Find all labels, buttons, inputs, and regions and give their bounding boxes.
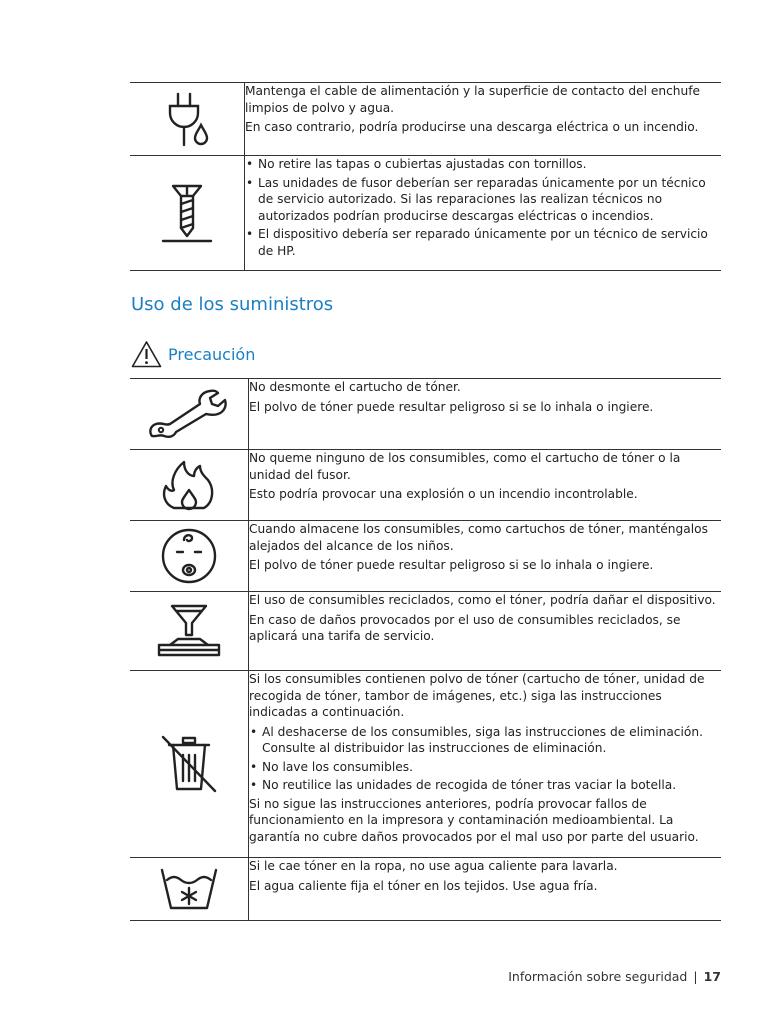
plug-water-drop-icon [165,91,209,147]
table-row [130,858,721,921]
fire-icon [160,458,218,512]
page-footer [508,969,721,984]
screw-icon [161,182,213,244]
text-cell [249,592,722,671]
paragraph: El polvo de tóner puede resultar peligroso si se lo inhala o ingiere. [249,558,654,572]
text-cell [245,156,722,271]
paragraph: Si los consumibles contienen polvo de tóner (cartucho de tóner, unidad de recogida de tóner, tambor de imágenes, etc.) siga las instrucciones indicadas a continuación. [249,672,705,719]
paragraph: En caso contrario, podría producirse una descarga eléctrica o un incendio. [245,120,699,134]
footer-section-label: Información sobre seguridad [508,969,688,984]
caution-label: Precaución [168,344,256,364]
icon-cell [130,521,249,592]
warning-triangle-icon [131,340,162,368]
caution-heading [131,340,255,368]
list-item: • No reutilice las unidades de recogida de tóner tras vaciar la botella. [249,777,721,794]
baby-face-icon [159,528,219,584]
footer-separator: | [693,969,698,984]
paragraph: Esto podría provocar una explosión o un incendio incontrolable. [249,487,638,501]
crossed-out-bin-icon [159,733,219,795]
table-row [130,156,721,271]
text-cell [249,450,722,521]
cold-wash-icon [159,866,219,912]
list-item: • No lave los consumibles. [249,759,721,776]
paragraph: Si no sigue las instrucciones anteriores, podría provocar fallos de funcionamiento en la impresora y contaminación medioambiental. La garantía no cubre daños provocados por el mal uso por parte del usuario. [249,796,699,844]
text-cell [249,521,722,592]
paragraph: El polvo de tóner puede resultar peligroso si se lo inhala o ingiere. [249,399,654,414]
icon-cell [130,83,245,156]
table-row [130,83,721,156]
list-item: • No retire las tapas o cubiertas ajustadas con tornillos. [245,156,721,173]
icon-cell [130,156,245,271]
paragraph: El agua caliente fija el tóner en los tejidos. Use agua fría. [249,878,598,893]
list-item: • Las unidades de fusor deberían ser reparadas únicamente por un técnico de servicio autorizado. Si las reparaciones las realizan técnicos no autorizados podrían producirse descargas eléctricas o incendios. [245,175,721,225]
bullet-list [249,724,721,794]
bullet-list [245,156,721,259]
paragraph: Cuando almacene los consumibles, como cartuchos de tóner, manténgalos alejados del alcance de los niños. [249,522,708,553]
icon-cell [130,379,249,450]
text-cell [245,83,722,156]
paragraph: No queme ninguno de los consumibles, como el cartucho de tóner o la unidad del fusor. [249,451,681,482]
paragraph: Si le cae tóner en la ropa, no use agua caliente para lavarla. [249,859,618,873]
icon-cell [130,592,249,671]
text-cell [249,671,722,858]
icon-cell [130,671,249,858]
table-row [130,671,721,858]
table-row [130,450,721,521]
paragraph: No desmonte el cartucho de tóner. [249,380,461,394]
list-item: • El dispositivo debería ser reparado únicamente por un técnico de servicio de HP. [245,226,721,259]
section-title: Uso de los suministros [131,294,334,315]
table-row [130,592,721,671]
text-cell [249,858,722,921]
safety-table-supplies [130,378,721,921]
icon-cell [130,450,249,521]
paragraph: En caso de daños provocados por el uso de consumibles reciclados, se aplicará una tarifa de servicio. [249,612,681,643]
safety-table-electrical [130,82,721,271]
list-item: • Al deshacerse de los consumibles, siga las instrucciones de eliminación. Consulte al distribuidor las instrucciones de eliminación. [249,724,721,757]
text-cell [249,379,722,450]
icon-cell [130,858,249,921]
paragraph: El uso de consumibles reciclados, como el tóner, podría dañar el dispositivo. [249,593,716,607]
wrench-icon [148,388,230,440]
recycled-supplies-funnel-icon [156,603,222,659]
table-row [130,521,721,592]
table-row [130,379,721,450]
paragraph: Mantenga el cable de alimentación y la superficie de contacto del enchufe limpios de polvo y agua. [245,84,701,115]
page-number: 17 [703,969,721,984]
